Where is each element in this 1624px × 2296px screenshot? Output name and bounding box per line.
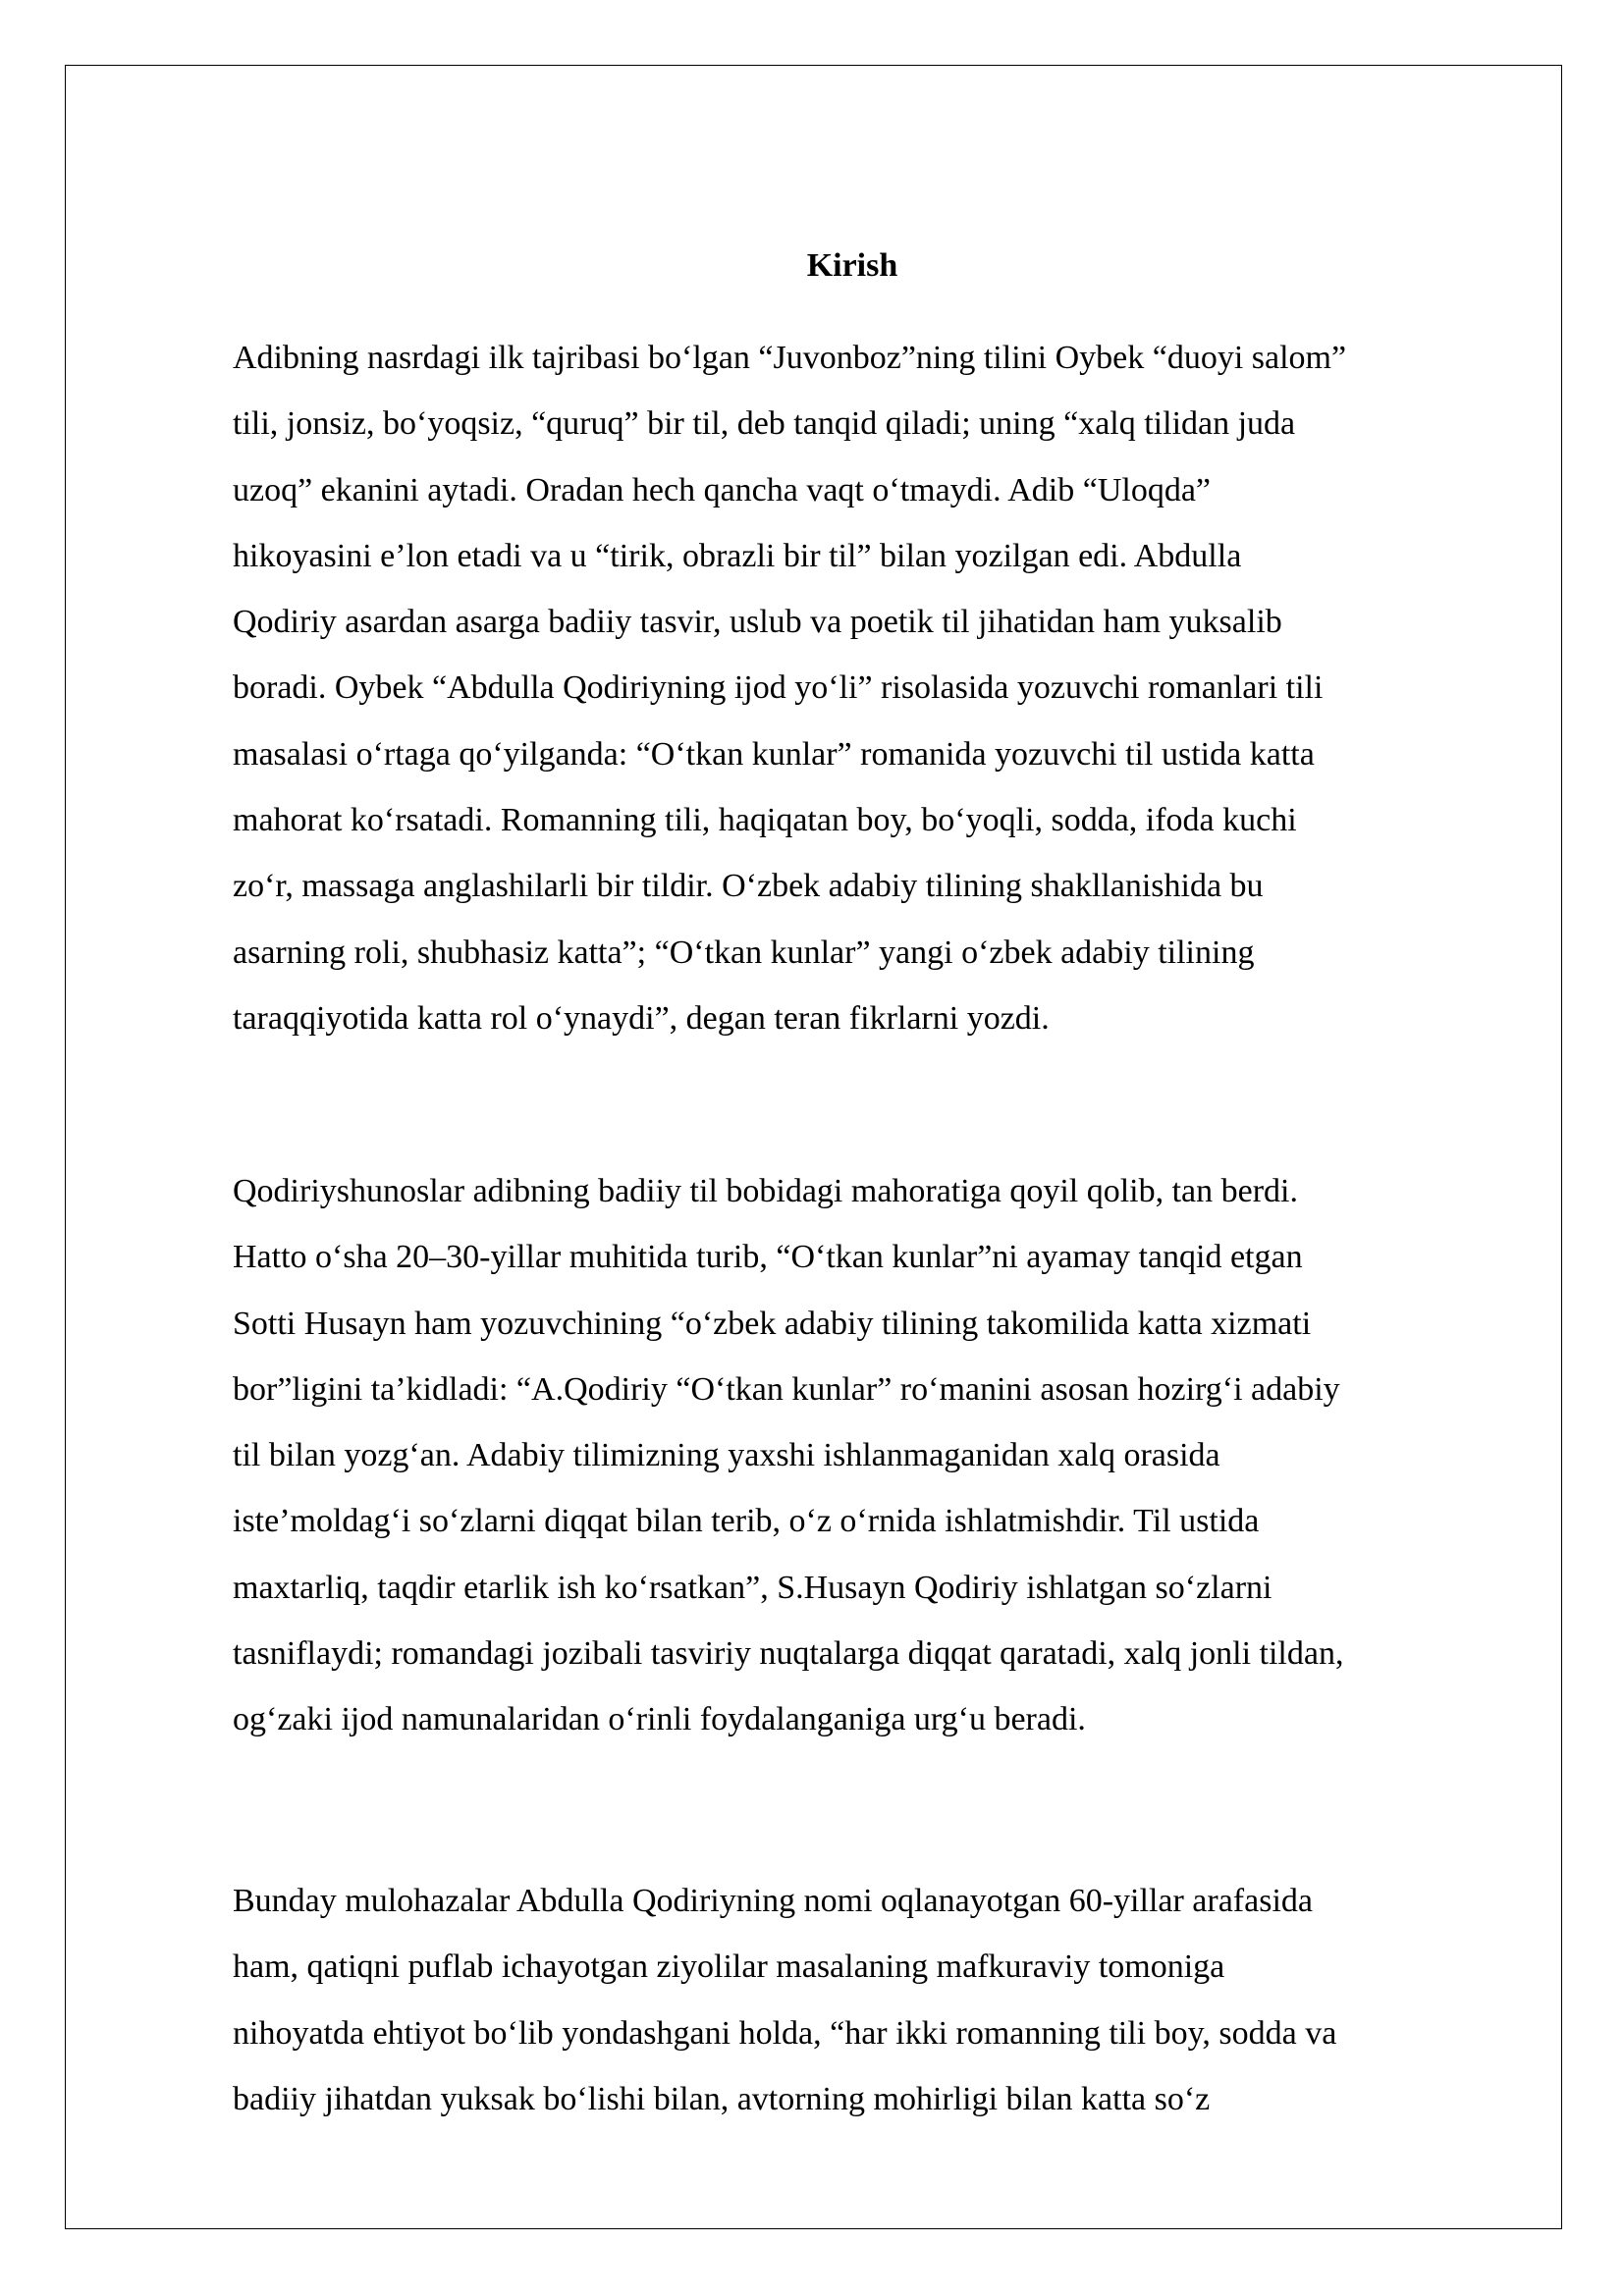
text-line: uzoq” ekanini aytadi. Oradan hech qancha vaqt o‘tmaydi. Adib “Uloqda” xyxy=(233,471,1212,508)
text-line: asarning roli, shubhasiz katta”; “O‘tkan kunlar” yangi o‘zbek adabiy tilining xyxy=(233,934,1255,971)
text-line: maxtarliq, taqdir etarlik ish ko‘rsatkan”, S.Husayn Qodiriy ishlatgan so‘zlarni xyxy=(233,1569,1272,1606)
paragraph-1 xyxy=(233,325,1519,1051)
text-line: hikoyasini e’lon etadi va u “tirik, obrazli bir til” bilan yozilgan edi. Abdulla xyxy=(233,537,1242,574)
text-line: Adibning nasrdagi ilk tajribasi bo‘lgan “Juvonboz”ning tilini Oybek “duoyi salom” xyxy=(233,340,1347,376)
text-line: nihoyatda ehtiyot bo‘lib yondashgani holda, “har ikki romanning tili boy, sodda va xyxy=(233,2014,1337,2052)
page-title: Kirish xyxy=(806,247,898,284)
text-line: og‘zaki ijod namunalaridan o‘rinli foydalanganiga urg‘u beradi. xyxy=(233,1701,1086,1738)
text-line: Hatto o‘sha 20–30-yillar muhitida turib, “O‘tkan kunlar”ni ayamay tanqid etgan xyxy=(233,1239,1303,1276)
text-line: mahorat ko‘rsatadi. Romanning tili, haqiqatan boy, bo‘yoqli, sodda, ifoda kuchi xyxy=(233,802,1297,839)
text-line: tasniflaydi; romandagi jozibali tasviriy nuqtalarga diqqat qaratadi, xalq jonli tildan, xyxy=(233,1635,1344,1673)
text-line: iste’moldag‘i so‘zlarni diqqat bilan terib, o‘z o‘rnida ishlatmishdir. Til ustida xyxy=(233,1503,1260,1540)
text-line: zo‘r, massaga anglashilarli bir tildir. O‘zbek adabiy tilining shakllanishida bu xyxy=(233,868,1264,905)
text-line: ham, qatiqni puflab ichayotgan ziyolilar masalaning mafkuraviy tomoniga xyxy=(233,1949,1225,1986)
text-line: Qodiriy asardan asarga badiiy tasvir, uslub va poetik til jihatidan ham yuksalib xyxy=(233,604,1282,641)
text-line: bor”ligini ta’kidladi: “A.Qodiriy “O‘tkan kunlar” ro‘manini asosan hozirg‘i adabiy xyxy=(233,1370,1340,1408)
text-line: Sotti Husayn ham yozuvchining “o‘zbek adabiy tilining takomilida katta xizmati xyxy=(233,1305,1312,1342)
text-line: taraqqiyotida katta rol o‘ynaydi”, degan teran fikrlarni yozdi. xyxy=(233,999,1050,1037)
paragraph-2 xyxy=(233,1158,1519,1753)
text-line: boradi. Oybek “Abdulla Qodiriyning ijod yo‘li” risolasida yozuvchi romanlari tili xyxy=(233,669,1324,707)
text-line: tili, jonsiz, bo‘yoqsiz, “quruq” bir til, deb tanqid qiladi; uning “xalq tilidan juda xyxy=(233,405,1296,443)
text-line: masalasi o‘rtaga qo‘yilganda: “O‘tkan kunlar” romanida yozuvchi til ustida katta xyxy=(233,735,1315,773)
paragraph-3 xyxy=(233,1868,1519,2132)
text-line: Bunday mulohazalar Abdulla Qodiriyning nomi oqlanayotgan 60-yillar arafasida xyxy=(233,1883,1313,1919)
text-line: Qodiriyshunoslar adibning badiiy til bobidagi mahoratiga qoyil qolib, tan berdi. xyxy=(233,1173,1298,1209)
text-line: badiiy jihatdan yuksak bo‘lishi bilan, avtorning mohirligi bilan katta so‘z xyxy=(233,2080,1211,2117)
text-line: til bilan yozg‘an. Adabiy tilimizning yaxshi ishlanmaganidan xalq orasida xyxy=(233,1437,1220,1474)
